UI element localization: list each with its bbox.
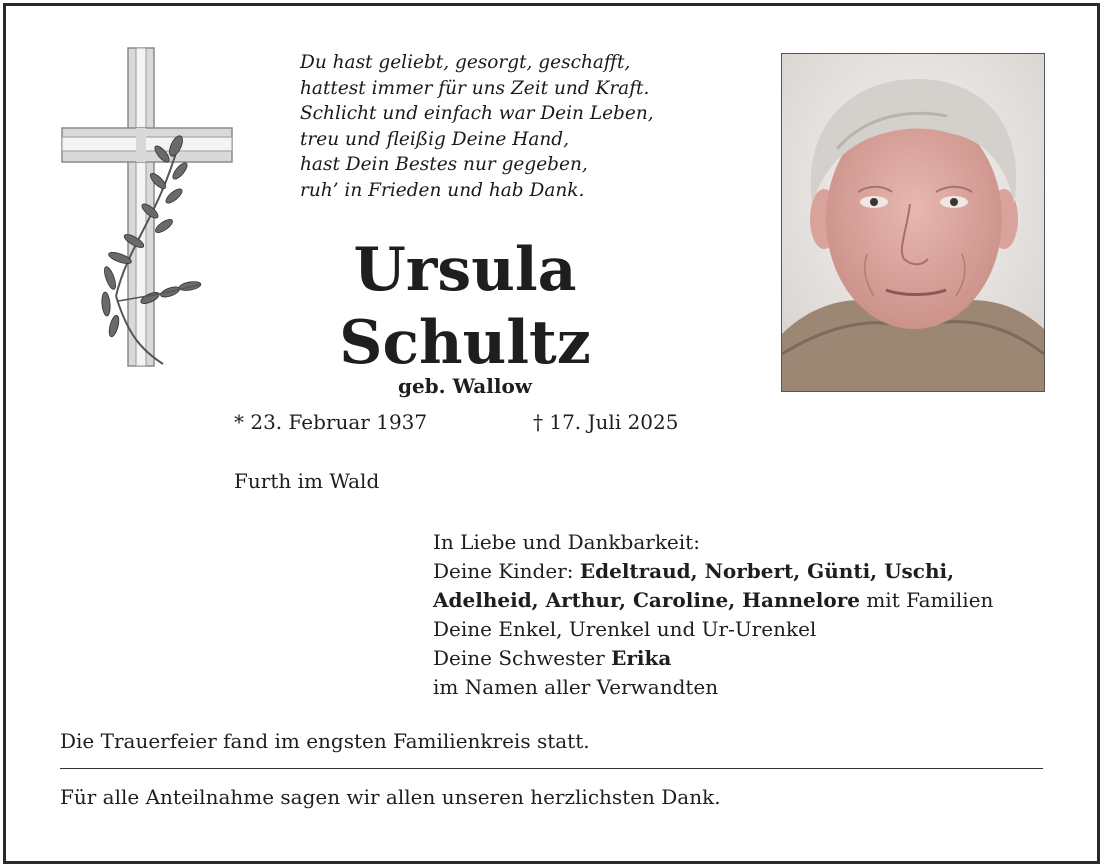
sister-prefix: Deine Schwester [433,646,612,670]
maiden-name: geb. Wallow [397,374,533,398]
grandchildren-line: Deine Enkel, Urenkel und Ur-Urenkel [433,617,817,641]
sister-name: Erika [611,646,672,670]
poem [300,50,770,203]
children-line-2 [433,586,1073,615]
children-suffix: mit Familien [859,588,994,612]
thanks-note: Für alle Anteilnahme sagen wir allen unseren herzlichsten Dank. [60,785,721,809]
birth-date: * 23. Februar 1937 [234,410,428,434]
death-date: † 17. Juli 2025 [533,410,679,434]
ceremony-note: Die Trauerfeier fand im engsten Familienkreis statt. [60,729,590,753]
family-signature [433,528,1073,702]
poem-line: hattest immer für uns Zeit und Kraft. [300,77,650,99]
last-name: Schultz [339,308,591,378]
children-names-1: Edeltraud, Norbert, Günti, Uschi, [579,559,955,583]
poem-line: treu und fleißig Deine Hand, [300,128,570,150]
children-prefix: Deine Kinder: [433,559,580,583]
poem-line: ruh’ in Frieden und hab Dank. [300,179,585,201]
children-line [433,557,1073,586]
relatives-line: im Namen aller Verwandten [433,675,719,699]
first-name: Ursula [353,235,577,305]
children-names-2: Adelheid, Arthur, Caroline, Hannelore [433,588,860,612]
divider [60,768,1043,769]
sister-line [433,644,1073,673]
cross-with-laurel-icon [58,46,238,376]
poem-line: Schlicht und einfach war Dein Leben, [300,103,654,124]
poem-line: hast Dein Bestes nur gegeben, [300,154,588,175]
family-intro: In Liebe und Dankbarkeit: [433,530,700,554]
place: Furth im Wald [234,469,380,493]
portrait-image [782,54,1044,391]
poem-line: Du hast geliebt, gesorgt, geschafft, [300,52,631,73]
portrait-photo [781,53,1045,392]
